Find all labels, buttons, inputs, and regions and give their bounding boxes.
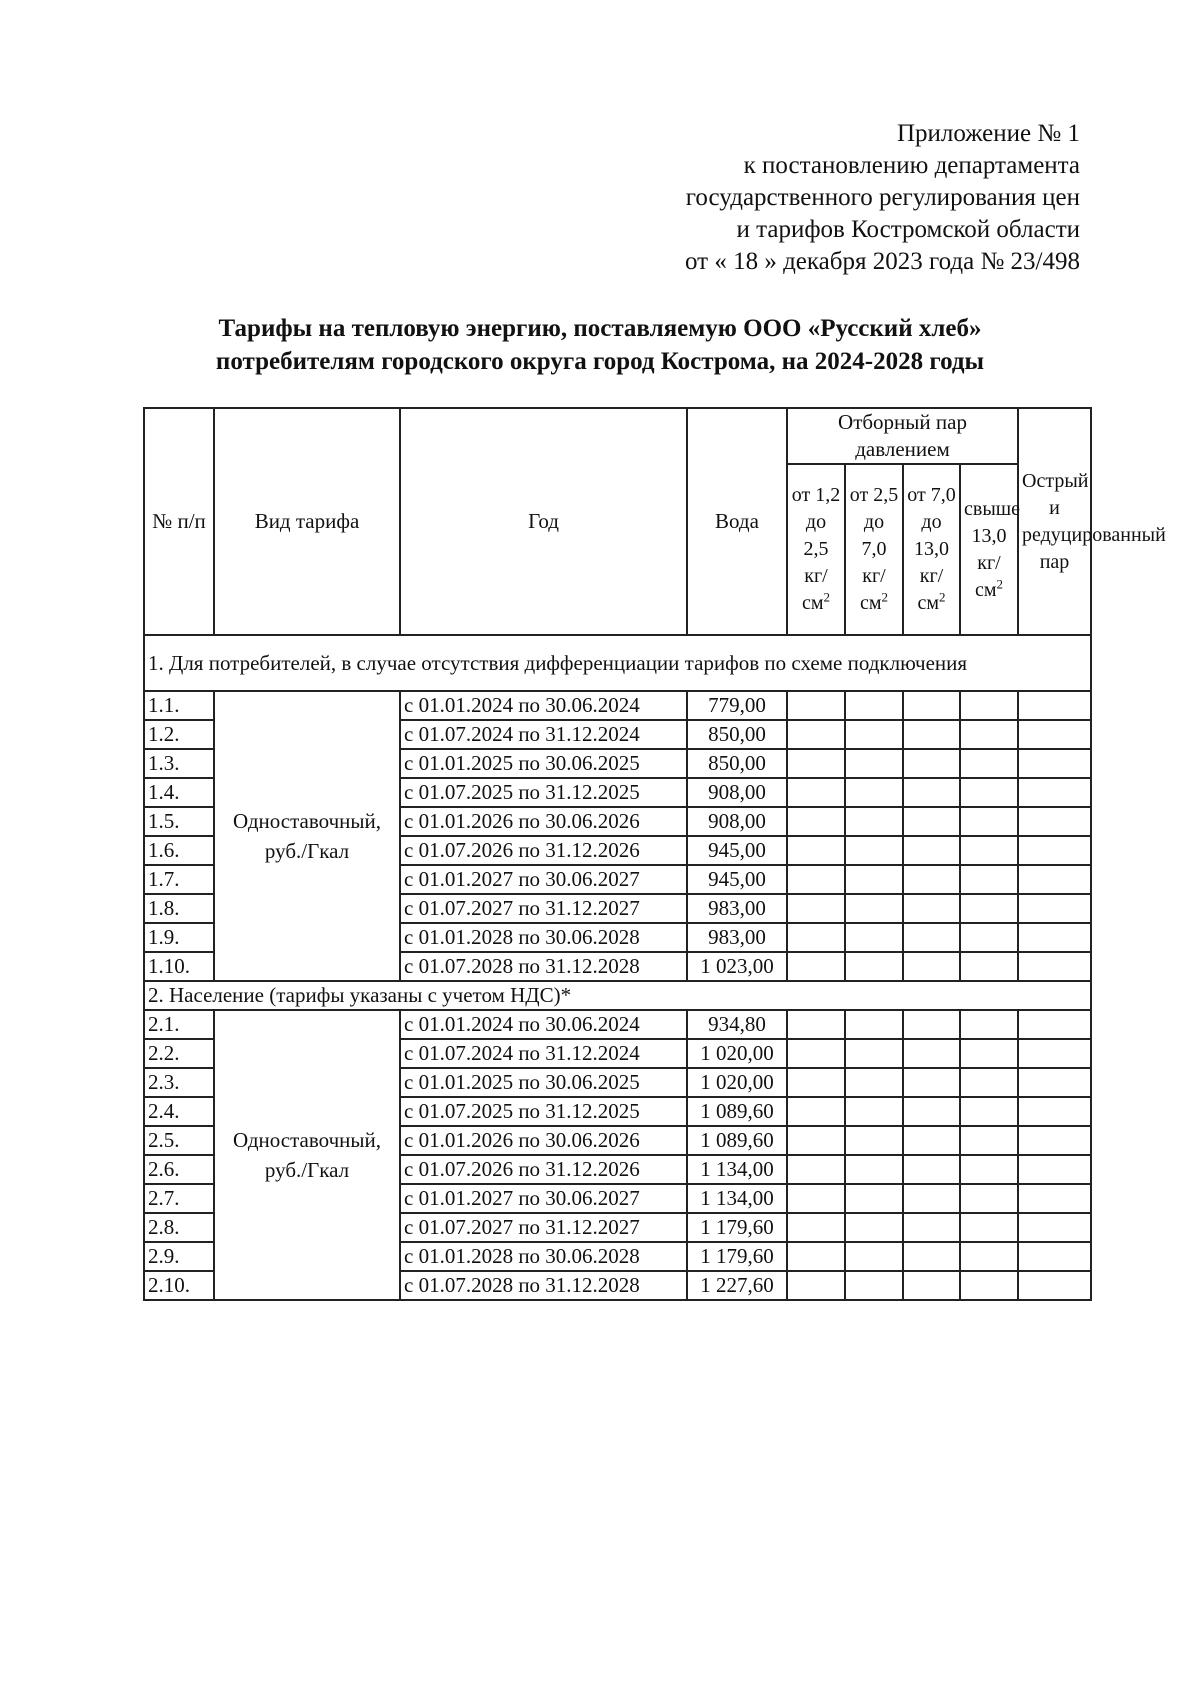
row-period: с 01.01.2028 по 30.06.2028 xyxy=(400,1242,687,1271)
row-num: 2.9. xyxy=(144,1242,214,1271)
row-period: с 01.01.2026 по 30.06.2026 xyxy=(400,807,687,836)
row-water: 1 089,60 xyxy=(687,1097,787,1126)
row-period: с 01.01.2025 по 30.06.2025 xyxy=(400,1068,687,1097)
title-line-1: Тарифы на тепловую энергию, поставляемую ООО «Русский хлеб» xyxy=(218,315,982,342)
row-water: 908,00 xyxy=(687,807,787,836)
row-num: 1.8. xyxy=(144,894,214,923)
row-period: с 01.07.2028 по 31.12.2028 xyxy=(400,1271,687,1300)
header-steam-2-text: от 2,5 до 7,0 кг/см xyxy=(849,484,899,614)
row-period: с 01.01.2027 по 30.06.2027 xyxy=(400,1184,687,1213)
row-period: с 01.01.2024 по 30.06.2024 xyxy=(400,1010,687,1039)
row-num: 1.4. xyxy=(144,778,214,807)
row-num: 2.3. xyxy=(144,1068,214,1097)
row-water: 945,00 xyxy=(687,865,787,894)
header-vid: Вид тарифа xyxy=(214,408,400,635)
row-water: 983,00 xyxy=(687,923,787,952)
row-num: 1.2. xyxy=(144,720,214,749)
row-period: с 01.01.2024 по 30.06.2024 xyxy=(400,691,687,720)
row-num: 1.10. xyxy=(144,952,214,981)
table-row xyxy=(144,1010,1091,1039)
row-water: 908,00 xyxy=(687,778,787,807)
row-num: 2.7. xyxy=(144,1184,214,1213)
row-water: 850,00 xyxy=(687,749,787,778)
header-steam-4-text: свыше 13,0 кг/см xyxy=(964,497,1021,601)
row-water: 934,80 xyxy=(687,1010,787,1039)
appendix-line-2: к постановлению департамента xyxy=(743,152,1080,179)
tariff-table xyxy=(143,407,1166,1301)
appendix-number: Приложение № 1 xyxy=(896,120,1080,147)
header-num: № п/п xyxy=(144,408,214,635)
header-steam-3 xyxy=(903,464,960,635)
header-water: Вода xyxy=(687,408,787,635)
row-num: 2.1. xyxy=(144,1010,214,1039)
row-water: 779,00 xyxy=(687,691,787,720)
header-steam-3-text: от 7,0 до 13,0 кг/см xyxy=(907,484,956,614)
row-period: с 01.07.2024 по 31.12.2024 xyxy=(400,720,687,749)
row-num: 1.5. xyxy=(144,807,214,836)
row-period: с 01.07.2025 по 31.12.2025 xyxy=(400,1097,687,1126)
document-title xyxy=(0,312,1200,378)
row-period: с 01.01.2027 по 30.06.2027 xyxy=(400,865,687,894)
row-period: с 01.07.2025 по 31.12.2025 xyxy=(400,778,687,807)
superscript-2: 2 xyxy=(939,589,946,605)
title-line-2: потребителям городского округа город Кострома, на 2024-2028 годы xyxy=(215,348,985,375)
section-1-title: 1. Для потребителей, в случае отсутствия дифференциации тарифов по схеме подключения xyxy=(144,635,1091,691)
row-num: 1.3. xyxy=(144,749,214,778)
row-num: 1.1. xyxy=(144,691,214,720)
row-water: 1 023,00 xyxy=(687,952,787,981)
row-period: с 01.07.2024 по 31.12.2024 xyxy=(400,1039,687,1068)
superscript-2: 2 xyxy=(996,575,1004,591)
appendix-header xyxy=(685,118,1080,278)
row-num: 2.8. xyxy=(144,1213,214,1242)
row-water: 1 227,60 xyxy=(687,1271,787,1300)
header-steam-1 xyxy=(787,464,845,635)
row-num: 2.2. xyxy=(144,1039,214,1068)
row-water: 1 179,60 xyxy=(687,1242,787,1271)
row-water: 850,00 xyxy=(687,720,787,749)
row-period: с 01.01.2026 по 30.06.2026 xyxy=(400,1126,687,1155)
header-steam-2 xyxy=(845,464,903,635)
table-row xyxy=(144,691,1091,720)
row-period: с 01.07.2028 по 31.12.2028 xyxy=(400,952,687,981)
row-water: 1 020,00 xyxy=(687,1039,787,1068)
superscript-2: 2 xyxy=(823,589,831,605)
tariff-type-cell: Одноставочный, руб./Гкал xyxy=(214,1010,400,1300)
row-water: 945,00 xyxy=(687,836,787,865)
row-num: 2.10. xyxy=(144,1271,214,1300)
row-water: 1 134,00 xyxy=(687,1184,787,1213)
row-period: с 01.01.2028 по 30.06.2028 xyxy=(400,923,687,952)
row-period: с 01.01.2025 по 30.06.2025 xyxy=(400,749,687,778)
tariff-type-cell: Одноставочный, руб./Гкал xyxy=(214,691,400,981)
appendix-line-3: государственного регулирования цен xyxy=(685,184,1080,211)
header-steam-group: Отборный пар давлением xyxy=(787,408,1018,464)
appendix-date-number: от « 18 » декабря 2023 года № 23/498 xyxy=(684,248,1080,275)
header-steam-1-text: от 1,2 до 2,5 кг/см xyxy=(791,484,841,614)
row-water: 1 020,00 xyxy=(687,1068,787,1097)
row-water: 1 134,00 xyxy=(687,1155,787,1184)
row-water: 983,00 xyxy=(687,894,787,923)
superscript-2: 2 xyxy=(881,589,889,605)
row-period: с 01.07.2026 по 31.12.2026 xyxy=(400,836,687,865)
row-period: с 01.07.2027 по 31.12.2027 xyxy=(400,894,687,923)
row-num: 1.9. xyxy=(144,923,214,952)
row-num: 1.7. xyxy=(144,865,214,894)
row-num: 2.4. xyxy=(144,1097,214,1126)
row-num: 2.5. xyxy=(144,1126,214,1155)
row-period: с 01.07.2026 по 31.12.2026 xyxy=(400,1155,687,1184)
row-num: 2.6. xyxy=(144,1155,214,1184)
row-num: 1.6. xyxy=(144,836,214,865)
header-sharp-steam: Острый и редуцированный пар xyxy=(1018,408,1091,635)
appendix-line-4: и тарифов Костромской области xyxy=(736,216,1080,243)
header-year: Год xyxy=(400,408,687,635)
header-steam-4 xyxy=(960,464,1021,635)
row-period: с 01.07.2027 по 31.12.2027 xyxy=(400,1213,687,1242)
row-water: 1 089,60 xyxy=(687,1126,787,1155)
row-water: 1 179,60 xyxy=(687,1213,787,1242)
section-2-title: 2. Население (тарифы указаны с учетом НДС)* xyxy=(144,981,1091,1010)
